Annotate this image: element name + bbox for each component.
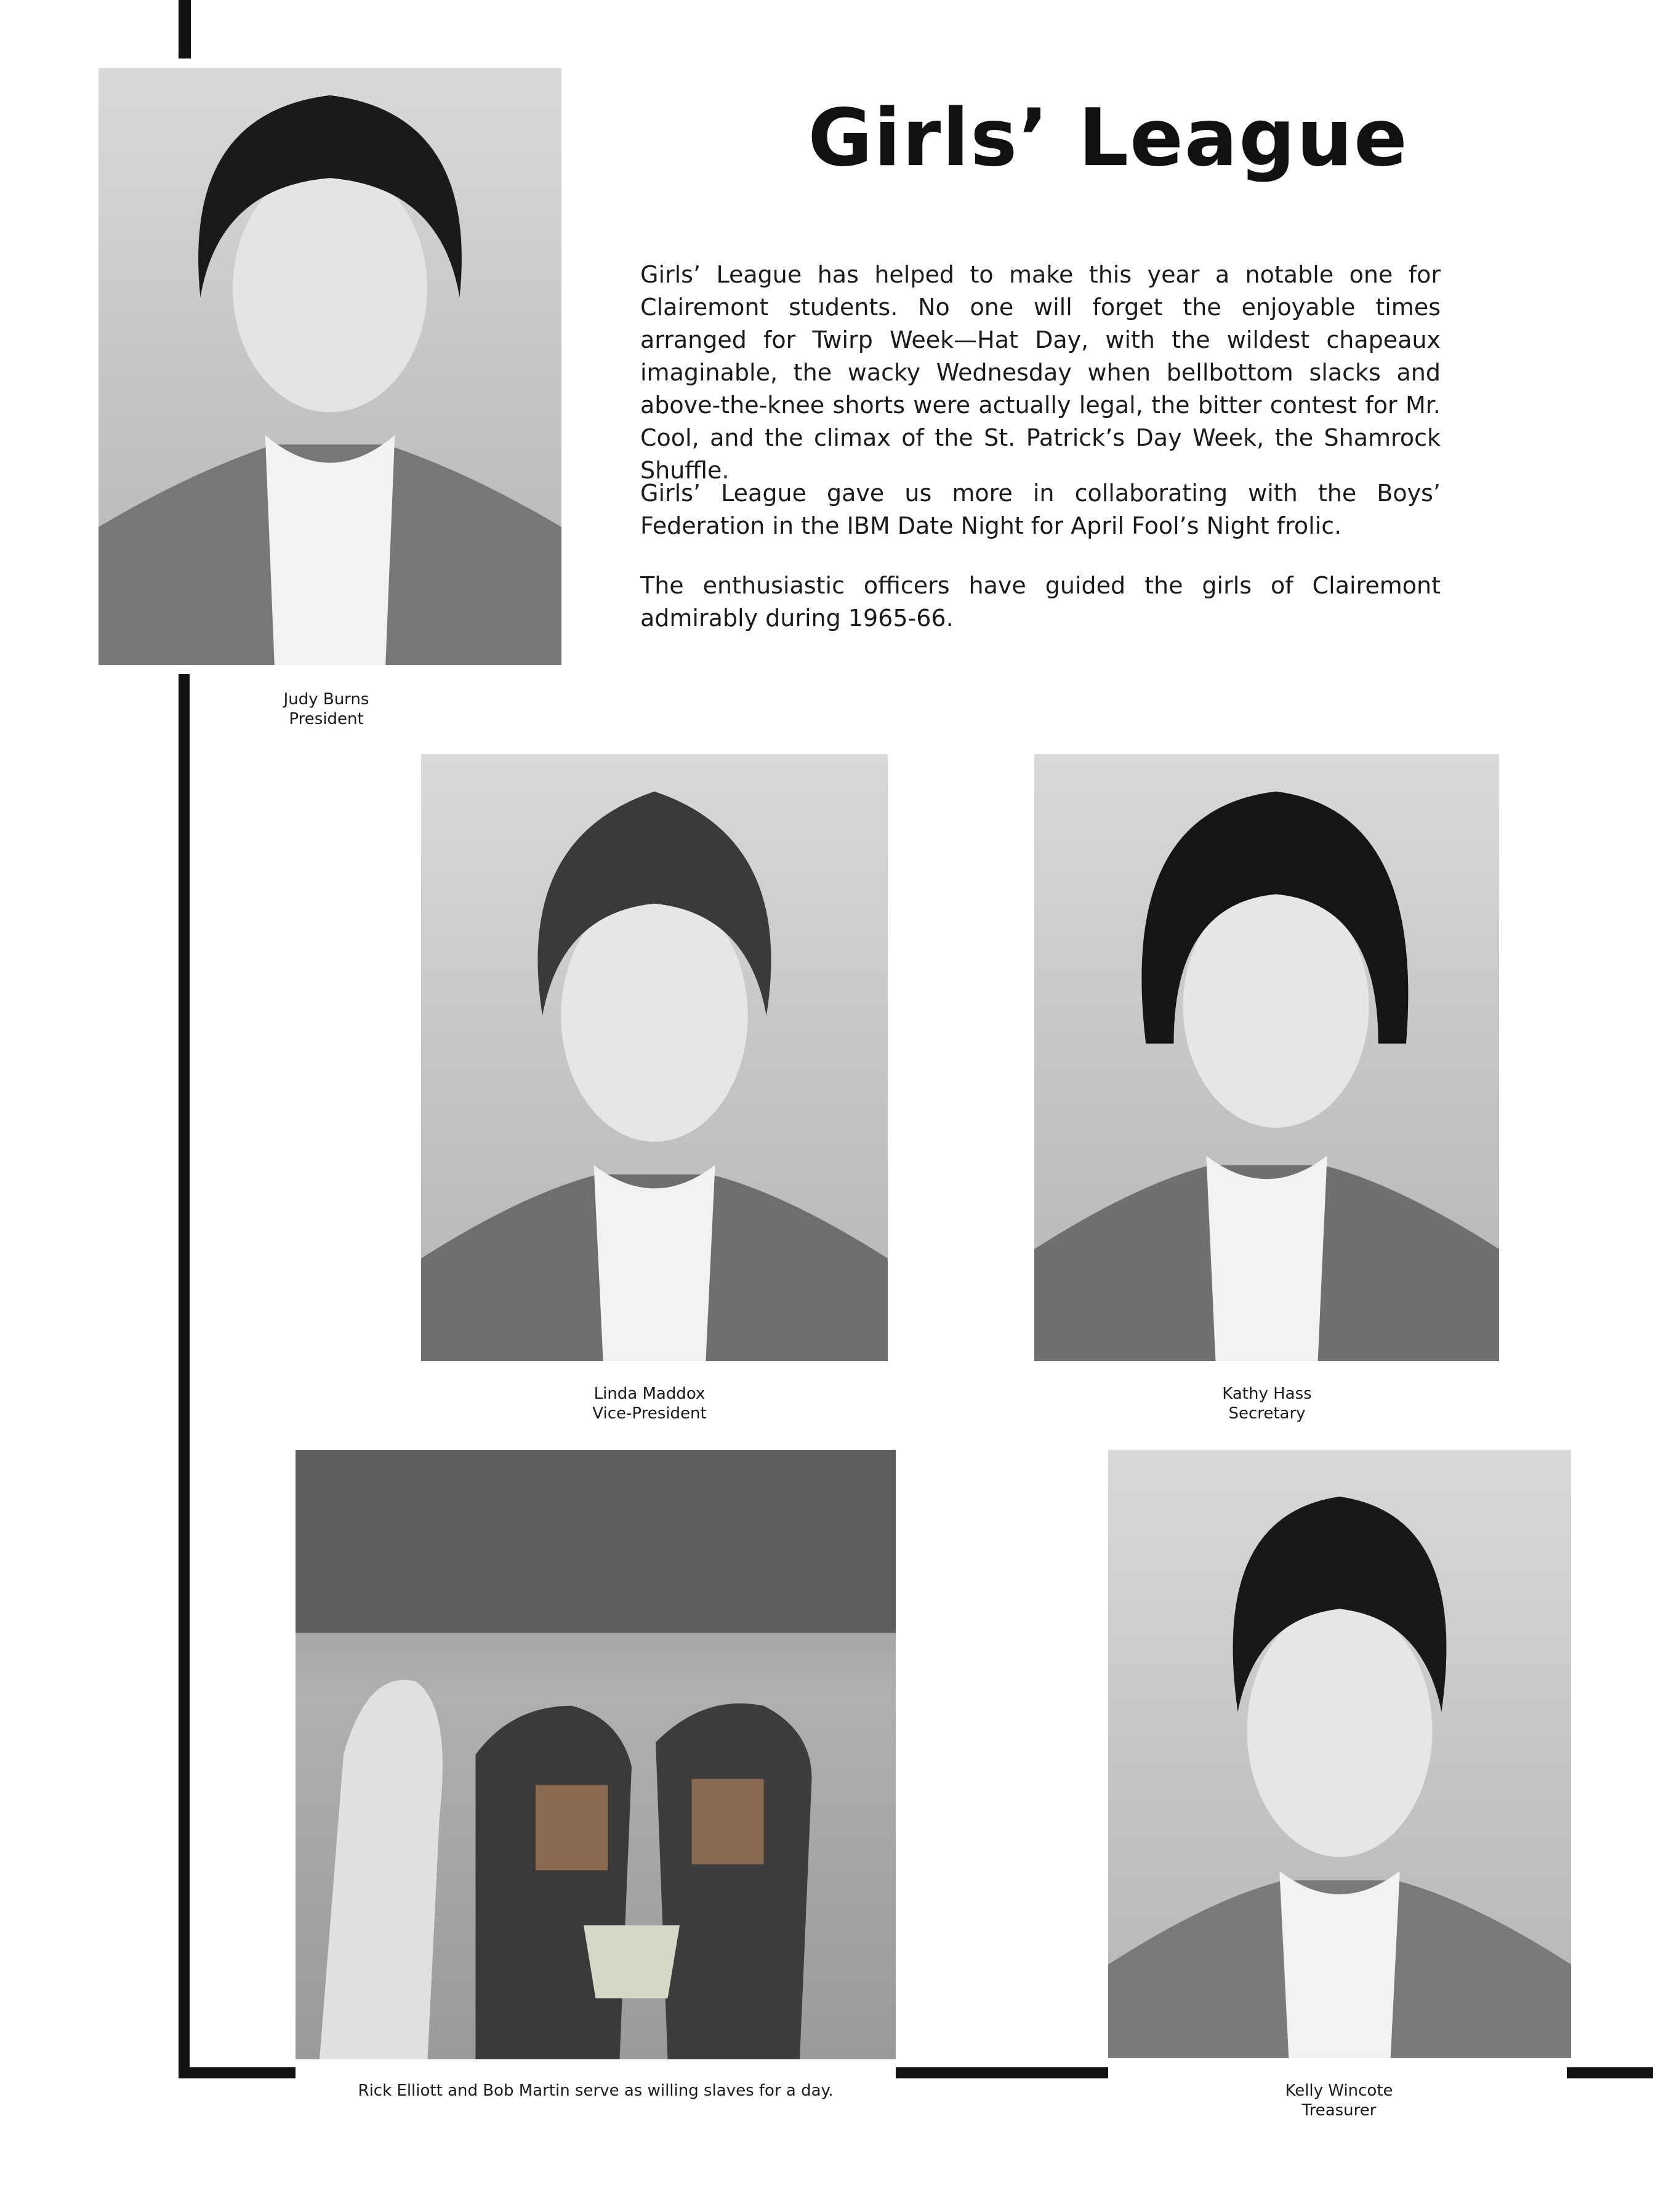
caption-kathy-hass <box>1175 1384 1359 1423</box>
portrait-linda-maddox <box>421 754 888 1361</box>
caption-group-photo: Rick Elliott and Bob Martin serve as willing slaves for a day. <box>358 2081 834 2100</box>
portrait-kathy-hass <box>1034 754 1499 1361</box>
officer-name: Kelly Wincote <box>1285 2081 1393 2100</box>
officer-role: Secretary <box>1228 1404 1306 1423</box>
officer-role: Vice-President <box>592 1404 707 1423</box>
officers-paragraph: The enthusiastic officers have guided the girls of Clairemont admirably during 1965-66. <box>640 572 1441 632</box>
portrait-kelly-wincote <box>1108 1450 1571 2058</box>
bottom-rule-middle <box>896 2067 1108 2078</box>
caption-kelly-wincote <box>1247 2081 1431 2120</box>
page-title: Girls’ League <box>808 92 1409 184</box>
bottom-rule-right <box>1567 2067 1653 2078</box>
officer-name: Linda Maddox <box>593 1385 706 1403</box>
bottom-rule-left <box>179 2067 296 2078</box>
intro-paragraph: Girls’ League has helped to make this year a notable one for Clairemont students. No one will forget the enjoyable times arranged for Twirp Week—Hat Day, with the wildest chapeaux imaginable, the wacky Wednesday when bellbottom slacks and above-the-knee shorts were actually legal, the bitter contest for Mr. Cool, and the climax of the St. Patrick’s Day Week, the Shamrock Shuffle. <box>640 261 1441 484</box>
group-photo-slaves-for-a-day <box>296 1450 896 2059</box>
caption-judy-burns <box>234 690 419 729</box>
officer-name: Judy Burns <box>283 690 369 709</box>
left-vertical-rule <box>179 674 190 2078</box>
top-tick-rule <box>179 0 191 58</box>
officer-role: Treasurer <box>1301 2101 1377 2120</box>
collaboration-paragraph: Girls’ League gave us more in collaborating with the Boys’ Federation in the IBM Date Night for April Fool’s Night frolic. <box>640 480 1441 539</box>
officer-name: Kathy Hass <box>1222 1385 1312 1403</box>
officer-role: President <box>289 710 364 728</box>
caption-linda-maddox <box>551 1384 748 1423</box>
portrait-judy-burns <box>99 68 561 665</box>
